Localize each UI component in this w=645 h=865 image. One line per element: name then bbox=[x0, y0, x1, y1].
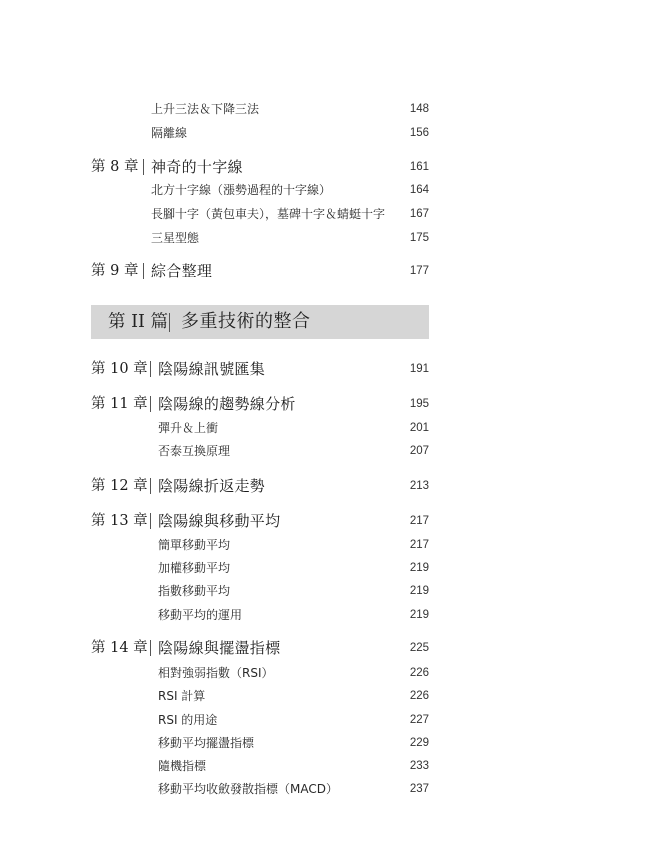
chapter-number: 第 13 章 bbox=[91, 513, 148, 529]
toc-entry bbox=[0, 663, 645, 683]
entry-page-number: 226 bbox=[409, 667, 429, 679]
chapter-divider bbox=[150, 396, 151, 412]
entry-page-number: 201 bbox=[409, 422, 429, 434]
chapter-divider bbox=[150, 478, 151, 494]
chapter-page-number: 213 bbox=[409, 480, 429, 492]
entry-title: 隔離線 bbox=[151, 126, 188, 140]
part-title: 多重技術的整合 bbox=[181, 311, 311, 332]
chapter-heading bbox=[0, 511, 645, 531]
chapter-title: 陰陽線訊號匯集 bbox=[158, 360, 266, 378]
chapter-page-number: 161 bbox=[409, 161, 429, 173]
part-divider bbox=[169, 313, 170, 332]
chapter-divider bbox=[150, 640, 151, 656]
chapter-title: 陰陽線的趨勢線分析 bbox=[158, 395, 296, 413]
toc-entry bbox=[0, 535, 645, 555]
chapter-page-number: 225 bbox=[409, 642, 429, 654]
chapter-title: 陰陽線與擺盪指標 bbox=[158, 639, 281, 657]
entry-title: 北方十字線（漲勢過程的十字線） bbox=[151, 183, 332, 197]
entry-title: 三星型態 bbox=[151, 231, 200, 245]
entry-title: 隨機指標 bbox=[158, 759, 207, 773]
entry-title: 否泰互換原理 bbox=[158, 444, 231, 458]
chapter-title: 陰陽線與移動平均 bbox=[158, 512, 281, 530]
toc-entry bbox=[0, 228, 645, 248]
toc-entry bbox=[0, 99, 645, 119]
entry-title: 移動平均收斂發散指標（MACD） bbox=[158, 782, 338, 796]
toc-entry bbox=[0, 710, 645, 730]
entry-page-number: 167 bbox=[409, 208, 429, 220]
part-banner bbox=[91, 305, 429, 339]
entry-title: 上升三法＆下降三法 bbox=[151, 102, 260, 116]
entry-page-number: 164 bbox=[409, 184, 429, 196]
entry-page-number: 229 bbox=[409, 737, 429, 749]
chapter-number: 第 8 章 bbox=[91, 159, 139, 175]
chapter-page-number: 217 bbox=[409, 515, 429, 527]
chapter-heading bbox=[0, 261, 645, 281]
chapter-title: 陰陽線折返走勢 bbox=[158, 477, 266, 495]
chapter-number: 第 11 章 bbox=[91, 396, 148, 412]
entry-page-number: 237 bbox=[409, 783, 429, 795]
chapter-divider bbox=[143, 159, 144, 175]
entry-page-number: 227 bbox=[409, 714, 429, 726]
entry-title: 指數移動平均 bbox=[158, 584, 231, 598]
chapter-divider bbox=[143, 263, 144, 279]
chapter-heading bbox=[0, 476, 645, 496]
chapter-divider bbox=[150, 361, 151, 377]
entry-title: 彈升＆上衝 bbox=[158, 421, 219, 435]
entry-title: 加權移動平均 bbox=[158, 561, 231, 575]
entry-title: RSI 計算 bbox=[158, 689, 206, 703]
chapter-page-number: 191 bbox=[409, 363, 429, 375]
chapter-number: 第 10 章 bbox=[91, 361, 148, 377]
toc-entry bbox=[0, 123, 645, 143]
chapter-number: 第 14 章 bbox=[91, 640, 148, 656]
entry-page-number: 233 bbox=[409, 760, 429, 772]
chapter-heading bbox=[0, 157, 645, 177]
entry-page-number: 175 bbox=[409, 232, 429, 244]
entry-title: 長腳十字（黃包車夫），墓碑十字＆蜻蜓十字 bbox=[151, 207, 386, 221]
entry-page-number: 219 bbox=[409, 562, 429, 574]
entry-page-number: 217 bbox=[409, 539, 429, 551]
chapter-heading bbox=[0, 394, 645, 414]
toc-entry bbox=[0, 204, 645, 224]
chapter-title: 綜合整理 bbox=[151, 262, 213, 280]
entry-page-number: 226 bbox=[409, 690, 429, 702]
entry-title: 相對強弱指數（RSI） bbox=[158, 666, 274, 680]
part-number: 第 II 篇 bbox=[108, 312, 168, 332]
chapter-number: 第 9 章 bbox=[91, 263, 139, 279]
toc-entry bbox=[0, 441, 645, 461]
toc-entry bbox=[0, 558, 645, 578]
toc-entry bbox=[0, 756, 645, 776]
entry-title: 移動平均的運用 bbox=[158, 608, 243, 622]
chapter-page-number: 177 bbox=[409, 265, 429, 277]
entry-title: 移動平均擺盪指標 bbox=[158, 736, 255, 750]
entry-page-number: 219 bbox=[409, 585, 429, 597]
entry-title: 簡單移動平均 bbox=[158, 538, 231, 552]
toc-entry bbox=[0, 605, 645, 625]
chapter-number: 第 12 章 bbox=[91, 478, 148, 494]
chapter-heading bbox=[0, 359, 645, 379]
chapter-page-number: 195 bbox=[409, 398, 429, 410]
toc-entry bbox=[0, 180, 645, 200]
toc-entry bbox=[0, 779, 645, 799]
chapter-divider bbox=[150, 513, 151, 529]
toc-entry bbox=[0, 581, 645, 601]
entry-page-number: 207 bbox=[409, 445, 429, 457]
toc-entry bbox=[0, 418, 645, 438]
chapter-title: 神奇的十字線 bbox=[151, 158, 243, 176]
toc-entry bbox=[0, 686, 645, 706]
entry-page-number: 156 bbox=[409, 127, 429, 139]
entry-page-number: 219 bbox=[409, 609, 429, 621]
entry-page-number: 148 bbox=[409, 103, 429, 115]
chapter-heading bbox=[0, 638, 645, 658]
entry-title: RSI 的用途 bbox=[158, 713, 218, 727]
toc-entry bbox=[0, 733, 645, 753]
